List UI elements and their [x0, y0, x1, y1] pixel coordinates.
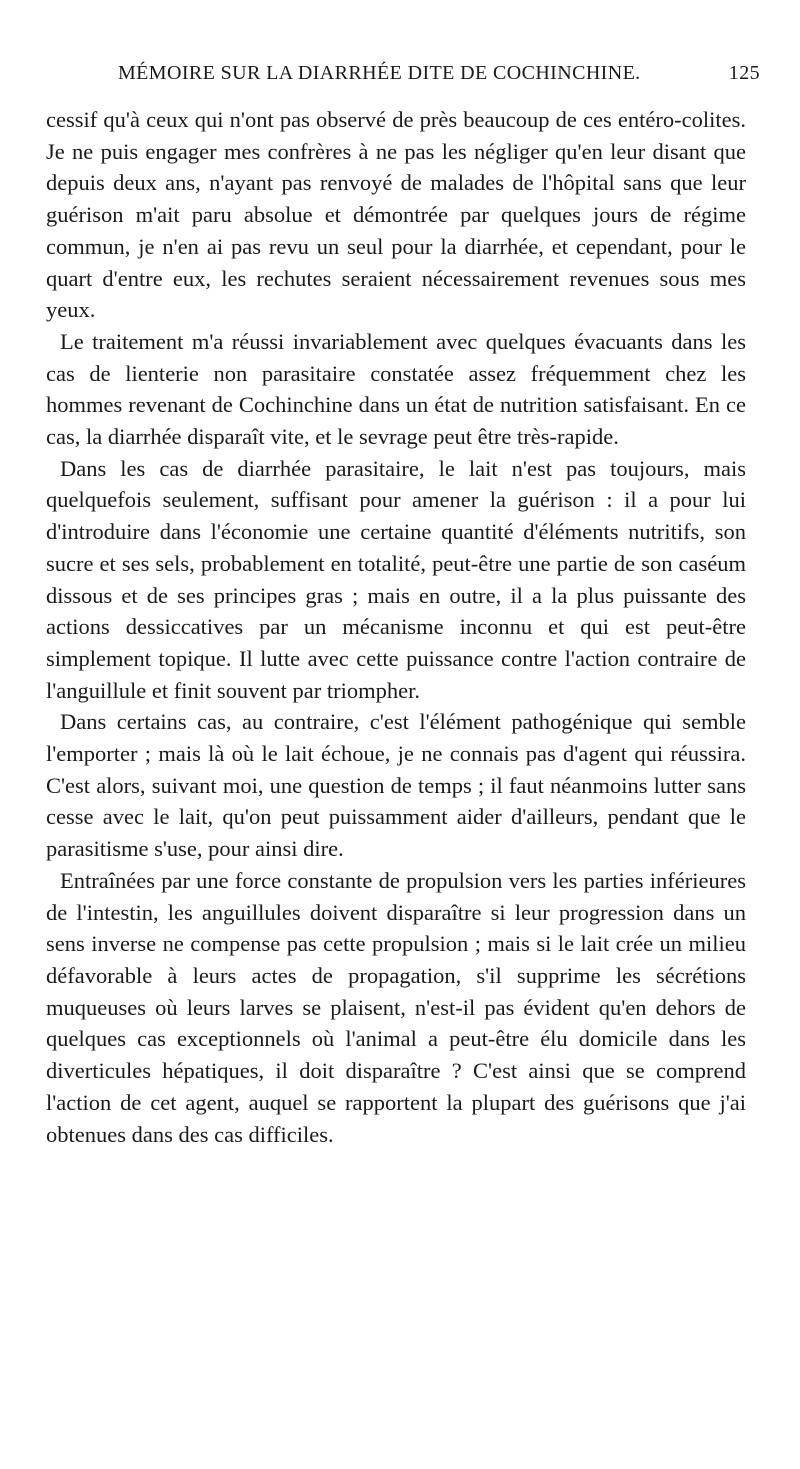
- paragraph: Dans certains cas, au contraire, c'est l'élément pathogénique qui semble l'emporter ; mais là où le lait échoue, je ne connais pas d'agent qui réussira. C'est alors, suivant moi, une question de temps ; il faut néanmoins lutter sans cesse avec le lait, qu'on peut puissamment aider d'ailleurs, pendant que le parasitisme s'use, pour ainsi dire.: [46, 709, 746, 862]
- running-title: MÉMOIRE SUR LA DIARRHÉE DITE DE COCHINCHINE.: [118, 62, 641, 84]
- paragraph: Entraînées par une force constante de propulsion vers les parties inférieures de l'intestin, les anguillules doivent disparaître si leur progression dans un sens inverse ne compense pas cette propulsion ; mais si le lait crée un milieu défavorable à leurs actes de propagation, s'il supprime les sécrétions muqueuses où leurs larves se plaisent, n'est-il pas évident qu'en dehors de quelques cas exceptionnels où l'animal a peut-être élu domicile dans les diverticules hépatiques, il doit disparaître ? C'est ainsi que se comprend l'action de cet agent, auquel se rapportent la plupart des guérisons que j'ai obtenues dans des cas difficiles.: [46, 867, 746, 1147]
- paragraph: Dans les cas de diarrhée parasitaire, le lait n'est pas toujours, mais quelquefois seulement, suffisant pour amener la guérison : il a pour lui d'introduire dans l'économie une certaine quantité d'éléments nutritifs, son sucre et ses sels, probablement en totalité, peut-être une partie de son caséum dissous et de ses principes gras ; mais en outre, il a la plus puissante des actions dessiccatives par un mécanisme inconnu et qui est peut-être simplement topique. Il lutte avec cette puissance contre l'action contraire de l'anguillule et finit souvent par triompher.: [46, 455, 746, 703]
- page-header: [118, 62, 760, 92]
- paragraph: cessif qu'à ceux qui n'ont pas observé de près beaucoup de ces entéro-colites. Je ne puis engager mes confrères à ne pas les négliger qu'en leur disant que depuis deux ans, n'ayant pas renvoyé de malades de l'hôpital sans que leur guérison m'ait paru absolue et démontrée par quelques jours de régime commun, je n'en ai pas revu un seul pour la diarrhée, et cependant, pour le quart d'entre eux, les rechutes seraient nécessairement revenues sous mes yeux.: [46, 107, 746, 323]
- paragraph: Le traitement m'a réussi invariablement avec quelques évacuants dans les cas de lienterie non parasitaire constatée assez fréquemment chez les hommes revenant de Cochinchine dans un état de nutrition satisfaisant. En ce cas, la diarrhée disparaît vite, et le sevrage peut être très-rapide.: [46, 328, 746, 450]
- page-number: 125: [728, 62, 760, 84]
- page-body: [46, 104, 746, 1150]
